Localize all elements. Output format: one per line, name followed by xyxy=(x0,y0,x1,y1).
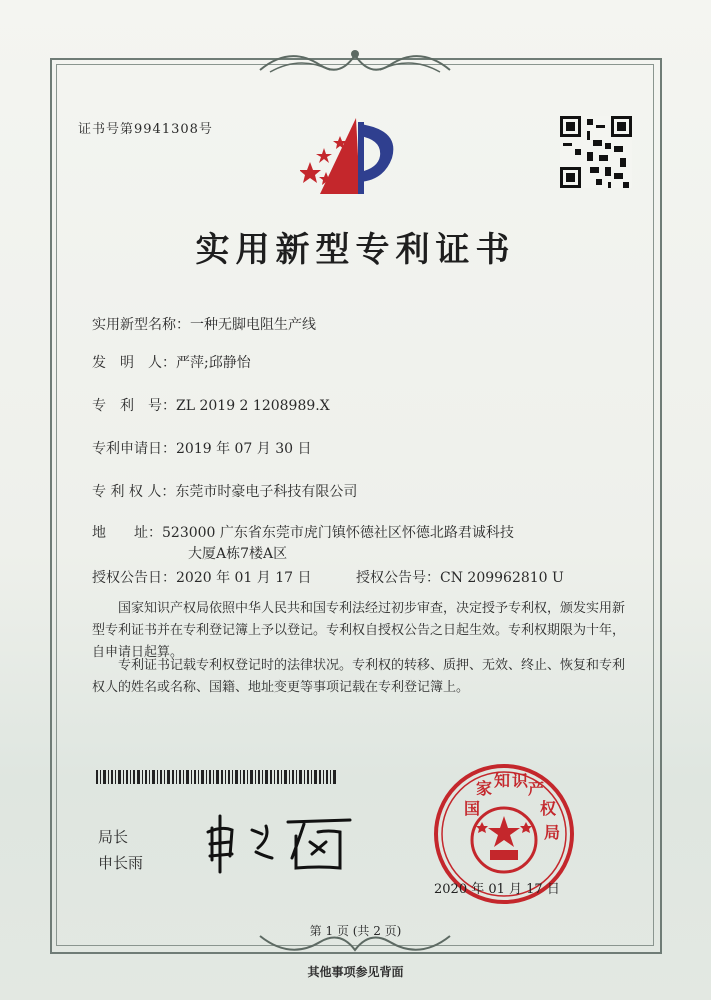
field-value: 一种无脚电阻生产线 xyxy=(190,317,316,333)
svg-text:局: 局 xyxy=(544,823,561,842)
signatory-name: 申长雨 xyxy=(98,854,144,872)
field-label: 实用新型名称： xyxy=(92,317,190,333)
qr-code-icon xyxy=(560,116,632,188)
svg-text:家: 家 xyxy=(476,779,493,798)
field-label: 专 利 权 人： xyxy=(92,484,176,500)
field-inventor xyxy=(92,352,251,372)
field-value: 523000 广东省东莞市虎门镇怀德社区怀德北路君诚科技 xyxy=(162,525,514,541)
page-number: 第 1 页 (共 2 页) xyxy=(309,924,402,938)
svg-text:识: 识 xyxy=(512,771,529,790)
field-filing-date xyxy=(92,438,312,458)
field-patentee xyxy=(92,481,357,501)
field-value: 严萍;邱静怡 xyxy=(176,355,251,371)
svg-text:知: 知 xyxy=(494,771,511,790)
field-label: 发 明 人： xyxy=(92,355,176,371)
field-grant-publication-number xyxy=(356,567,564,587)
document-title: 实用新型专利证书 xyxy=(195,230,516,270)
field-label: 授权公告日： xyxy=(92,570,176,586)
field-utility-model-name xyxy=(92,314,316,334)
field-value: ZL 2019 2 1208989.X xyxy=(176,398,330,414)
field-label: 地 址： xyxy=(92,525,162,541)
field-patent-number xyxy=(92,395,330,415)
body-paragraph: 国家知识产权局依照中华人民共和国专利法经过初步审查，决定授予专利权，颁发实用新型专利证书并在专利登记簿上予以登记。专利权自授权公告之日起生效。专利权期限为十年，自申请日起算。 xyxy=(92,601,626,660)
svg-text:国: 国 xyxy=(464,799,481,818)
field-address xyxy=(92,522,514,542)
field-value: 东莞市时豪电子科技有限公司 xyxy=(175,484,358,500)
field-value: CN 209962810 U xyxy=(440,570,564,586)
signatory-title: 局长 xyxy=(98,828,129,846)
field-value: 2020 年 01 月 17 日 xyxy=(176,570,312,586)
body-paragraph: 专利证书记载专利权登记时的法律状况。专利权的转移、质押、无效、终止、恢复和专利权人的姓名或名称、国籍、地址变更等事项记载在专利登记簿上。 xyxy=(92,658,626,695)
field-label: 授权公告号： xyxy=(356,570,440,586)
handwritten-signature-icon xyxy=(200,808,360,878)
barcode-icon xyxy=(96,770,336,784)
certificate-number: 证书号第9941308号 xyxy=(78,122,213,137)
footer-note: 其他事项参见背面 xyxy=(307,965,404,979)
seal-date: 2020 年 01 月 17 日 xyxy=(434,882,560,897)
field-label: 专 利 号： xyxy=(92,398,176,414)
svg-text:权: 权 xyxy=(540,799,557,818)
field-value: 2019 年 07 月 30 日 xyxy=(176,441,312,457)
top-ornament-icon xyxy=(250,40,460,80)
field-label: 专利申请日： xyxy=(92,441,176,457)
field-address-line2: 大厦A栋7楼A区 xyxy=(188,546,288,562)
cnipa-logo-icon xyxy=(300,112,410,202)
svg-text:产: 产 xyxy=(528,779,545,798)
field-grant-date xyxy=(92,567,312,587)
